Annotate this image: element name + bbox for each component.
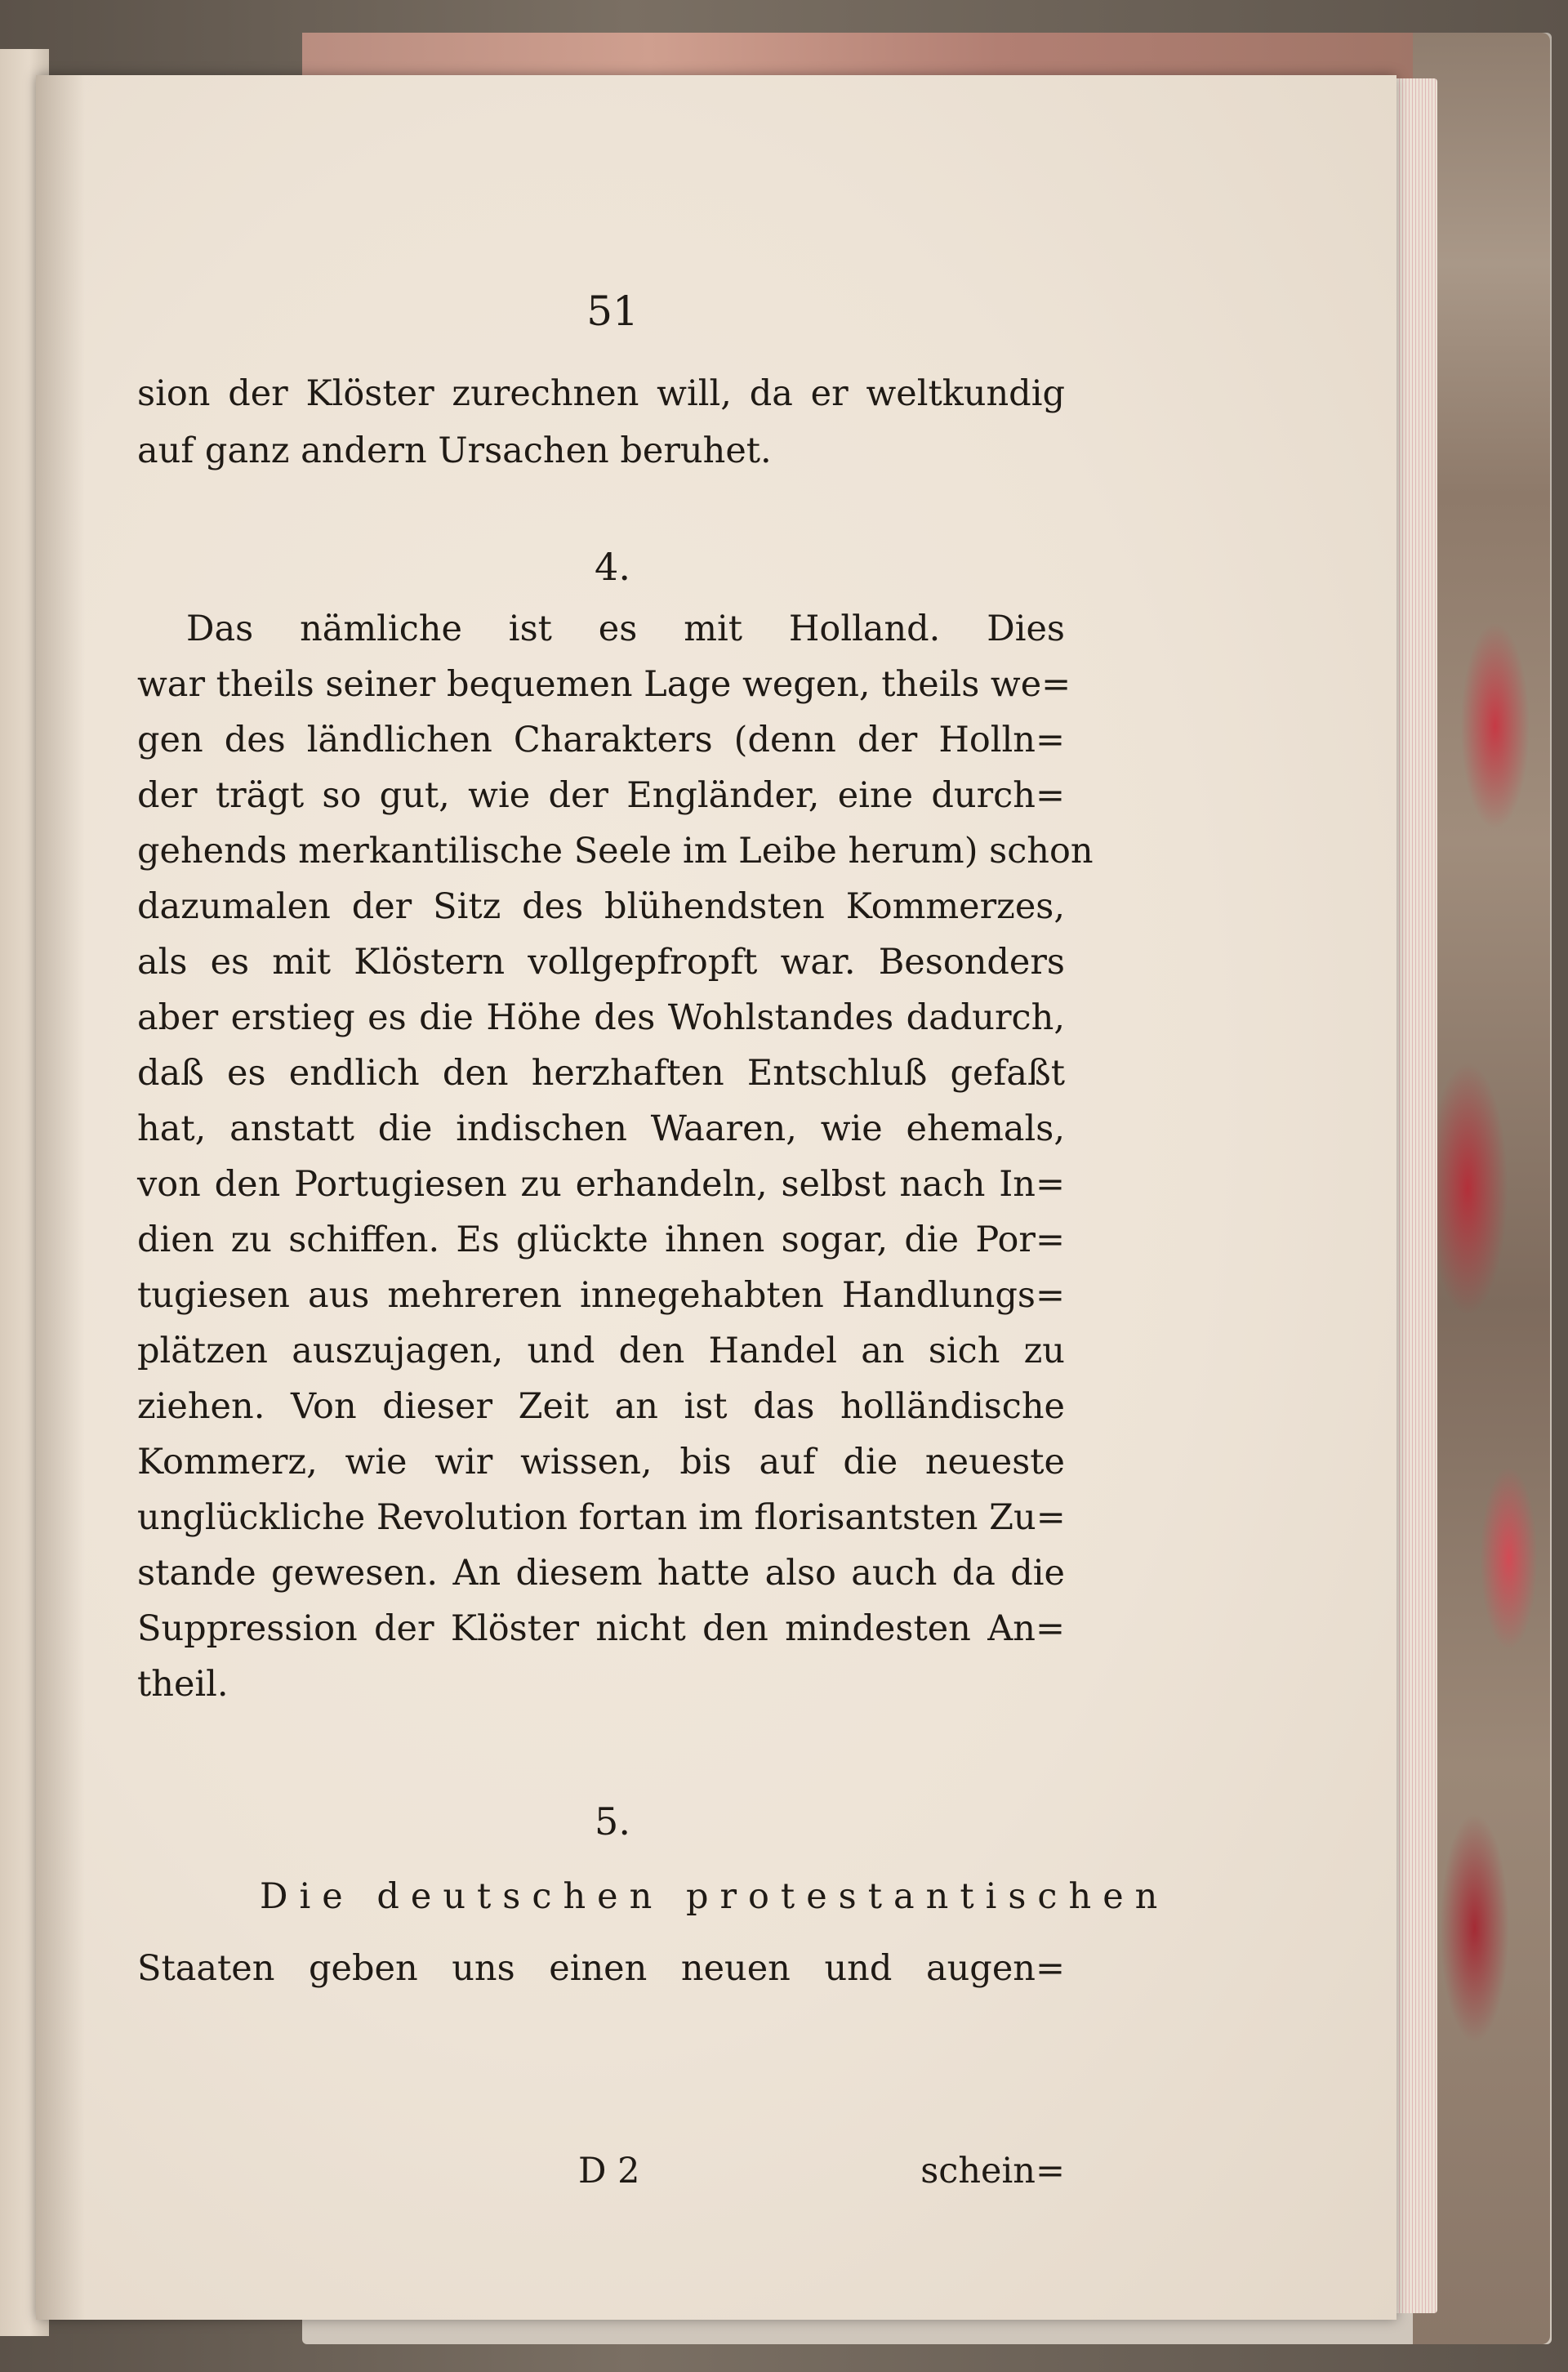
text-line: auf ganz andern Ursachen beruhet. (137, 430, 772, 471)
gutter-shadow (36, 75, 85, 2320)
text-line: tugiesen aus mehreren innegehabten Handlungs= (137, 1275, 1065, 1316)
text-line: theil. (137, 1664, 229, 1705)
catchword: schein= (920, 2151, 1065, 2191)
text-line: stande gewesen. An diesem hatte also auch da die (137, 1553, 1065, 1594)
text-line: gehends merkantilische Seele im Leibe herum) schon (137, 831, 1094, 872)
text-line: aber erstieg es die Höhe des Wohlstandes dadurch, (137, 997, 1065, 1038)
text-line: der trägt so gut, wie der Engländer, eine durch= (137, 775, 1065, 816)
text-line: hat, anstatt die indischen Waaren, wie ehemals, (137, 1108, 1065, 1149)
text-line: daß es endlich den herzhaften Entschluß gefaßt (137, 1053, 1065, 1094)
text-line: dien zu schiffen. Es glückte ihnen sogar, die Por= (137, 1219, 1065, 1260)
text-line: Das nämliche ist es mit Holland. Dies (186, 609, 1065, 649)
text-line: Die deutschen protestantischen (260, 1876, 1169, 1917)
text-line: dazumalen der Sitz des blühendsten Kommerzes, (137, 886, 1065, 927)
text-line: Suppression der Klöster nicht den mindesten An= (137, 1608, 1065, 1649)
text-line: Staaten geben uns einen neuen und augen= (137, 1948, 1065, 1989)
text-line: war theils seiner bequemen Lage wegen, theils we= (137, 664, 1071, 705)
text-line: sion der Klöster zurechnen will, da er weltkundig (137, 373, 1065, 414)
text-line: als es mit Klöstern vollgepfropft war. Besonders (137, 942, 1065, 983)
page-number: 51 (586, 288, 639, 335)
text-line: unglückliche Revolution fortan im florisantsten Zu= (137, 1497, 1066, 1538)
text-line: von den Portugiesen zu erhandeln, selbst nach In= (137, 1164, 1065, 1205)
section-number: 4. (595, 545, 630, 589)
section-number: 5. (595, 1799, 630, 1844)
page-footer (137, 2147, 1065, 2196)
text-line: gen des ländlichen Charakters (denn der Holln= (137, 720, 1065, 760)
text-line: plätzen auszujagen, und den Handel an sich zu (137, 1331, 1065, 1371)
text-line: ziehen. Von dieser Zeit an ist das holländische (137, 1386, 1065, 1427)
text-line: Kommerz, wie wir wissen, bis auf die neueste (137, 1442, 1065, 1482)
signature-mark: D 2 (578, 2151, 640, 2191)
